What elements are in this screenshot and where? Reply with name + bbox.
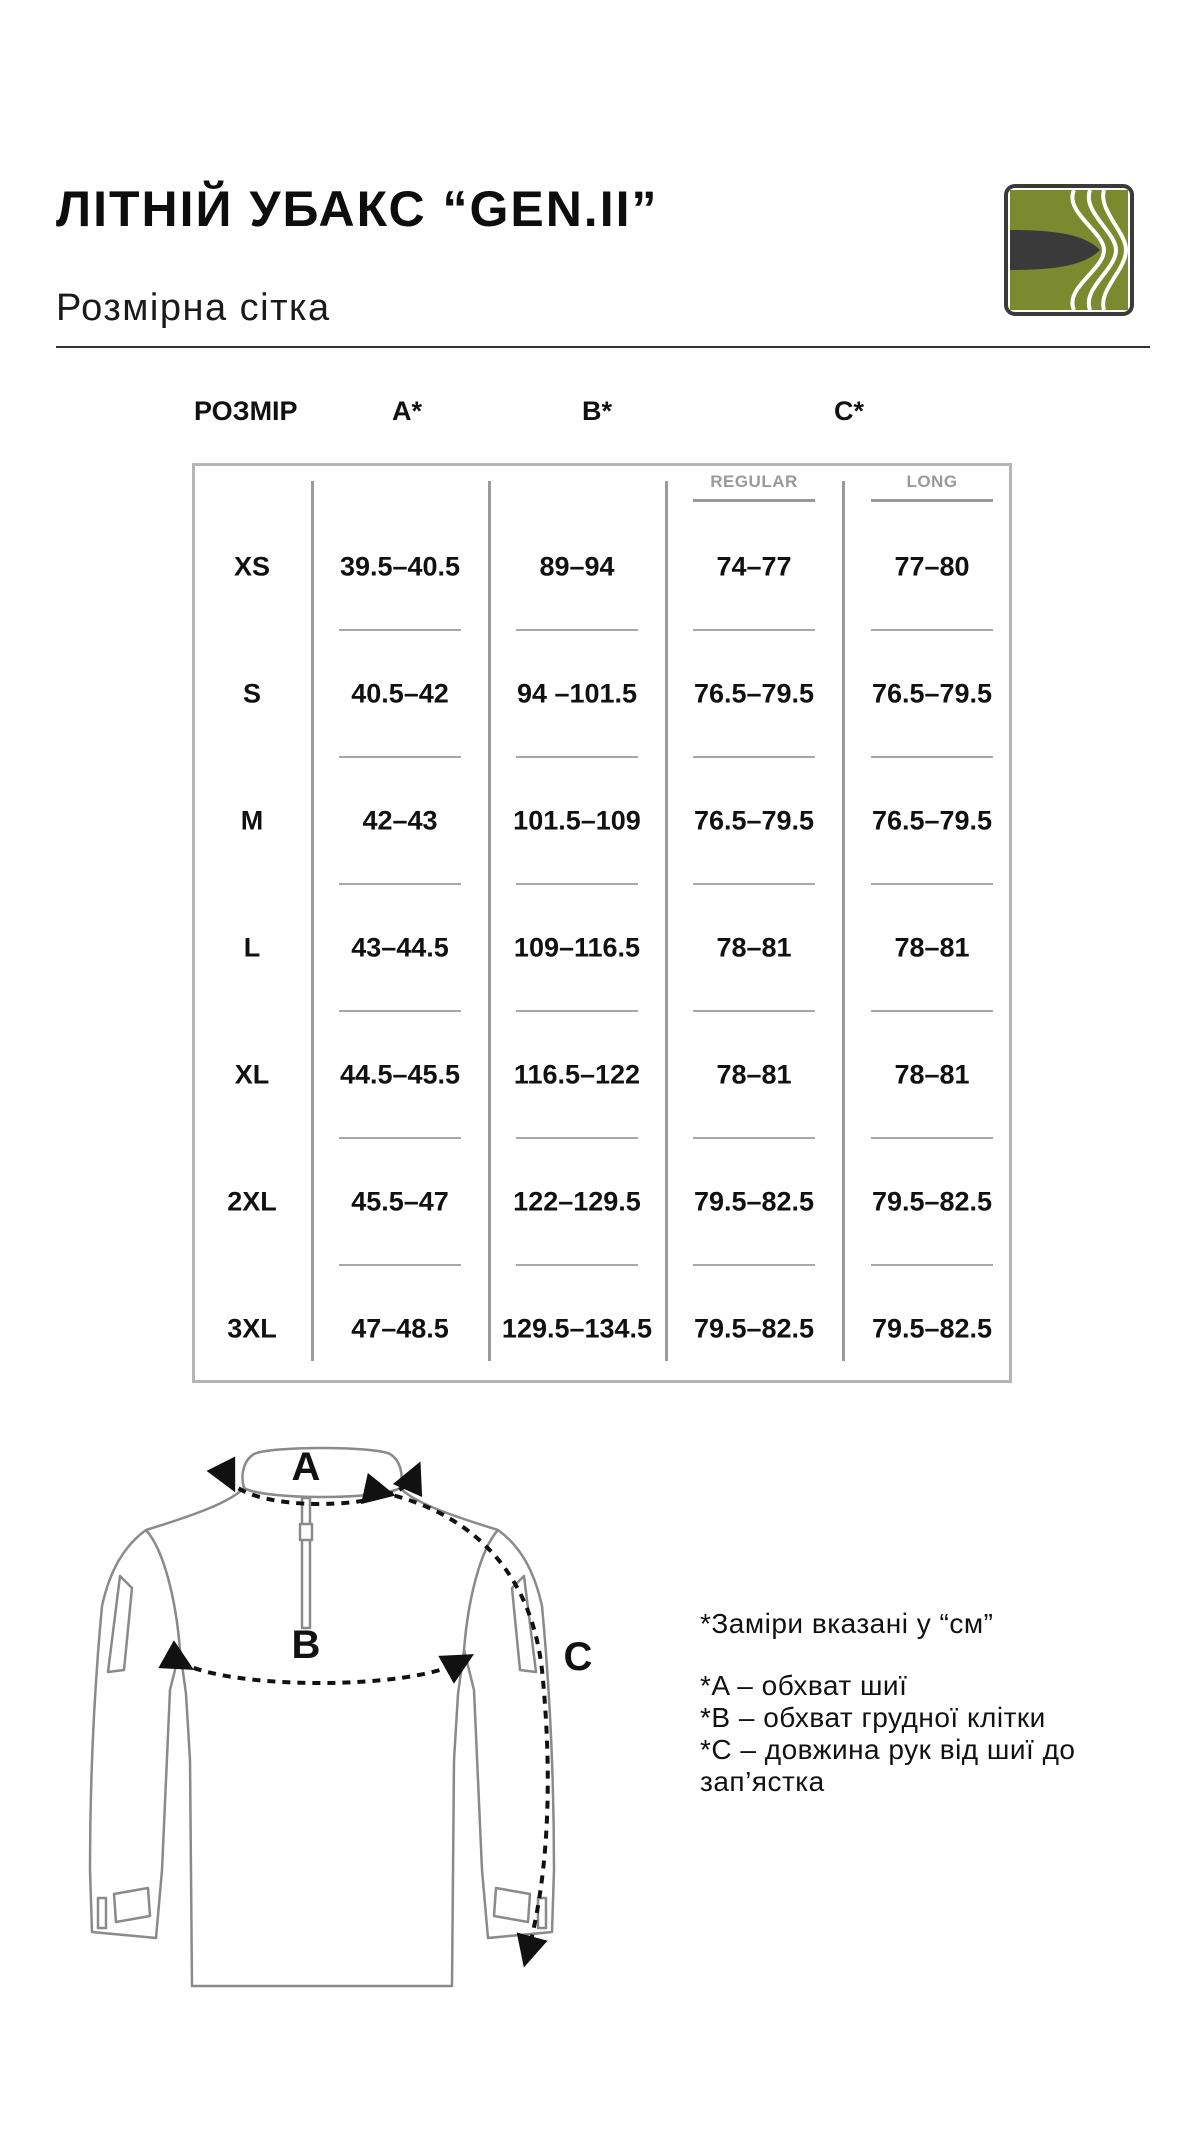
cell-b: 122–129.5: [513, 1186, 641, 1217]
row-separator: [516, 756, 638, 758]
cell-c-long: 79.5–82.5: [871, 1313, 993, 1344]
diagram-label-c: C: [563, 1635, 593, 1679]
cell-b: 89–94: [539, 551, 615, 582]
row-separator: [339, 1010, 461, 1012]
measurement-notes: [700, 1608, 1075, 1798]
cell-b: 94 –101.5: [516, 678, 638, 709]
cell-size: L: [243, 932, 261, 963]
row-separator: [516, 1264, 638, 1266]
cell-b: 109–116.5: [513, 932, 641, 963]
cell-a: 44.5–45.5: [339, 1059, 461, 1090]
cell-c-long: 79.5–82.5: [871, 1186, 993, 1217]
size-table-frame: [192, 463, 1012, 1383]
column-divider: [842, 481, 845, 1361]
cell-c-long: 78–81: [894, 1059, 970, 1090]
row-separator: [871, 1010, 993, 1012]
cell-b: 101.5–109: [513, 805, 641, 836]
cell-size: S: [242, 678, 261, 709]
cell-c-regular: 74–77: [716, 551, 792, 582]
note-units: *Заміри вказані у “см”: [700, 1608, 994, 1639]
cell-c-long: 76.5–79.5: [871, 678, 993, 709]
row-separator: [871, 629, 993, 631]
row-separator: [339, 1137, 461, 1139]
cell-a: 42–43: [362, 805, 438, 836]
cell-size: 3XL: [227, 1313, 277, 1344]
column-header-size: РОЗМІР: [194, 396, 298, 426]
column-header-a: A*: [392, 396, 423, 426]
cell-size: XS: [233, 551, 271, 582]
note-c-continued: зап’ястка: [700, 1766, 825, 1797]
row-separator: [871, 756, 993, 758]
cell-c-regular: 78–81: [716, 1059, 792, 1090]
cell-a: 39.5–40.5: [339, 551, 461, 582]
row-separator: [516, 1137, 638, 1139]
subheader-underline: [871, 499, 993, 502]
cell-c-regular: 79.5–82.5: [693, 1186, 815, 1217]
cell-c-regular: 79.5–82.5: [693, 1313, 815, 1344]
cell-b: 116.5–122: [513, 1059, 641, 1090]
garment-outline: [90, 1448, 554, 1986]
cell-c-long: 76.5–79.5: [871, 805, 993, 836]
cell-c-regular: 76.5–79.5: [693, 678, 815, 709]
cell-c-regular: 78–81: [716, 932, 792, 963]
row-separator: [516, 1010, 638, 1012]
cell-c-regular: 76.5–79.5: [693, 805, 815, 836]
page-title: ЛІТНІЙ УБАКС “GEN.II”: [56, 181, 659, 237]
cell-size: M: [240, 805, 264, 836]
cell-size: XL: [234, 1059, 270, 1090]
cell-a: 43–44.5: [351, 932, 449, 963]
column-divider: [488, 481, 491, 1361]
garment-diagram: [80, 1430, 640, 1990]
row-separator: [871, 883, 993, 885]
column-divider: [311, 481, 314, 1361]
row-separator: [693, 1010, 815, 1012]
note-b: *B – обхват грудної клітки: [700, 1702, 1046, 1733]
brand-logo-icon: [1004, 184, 1134, 316]
cell-size: 2XL: [227, 1186, 277, 1217]
note-a: *A – обхват шиї: [700, 1670, 908, 1701]
note-c: *C – довжина рук від шиї до: [700, 1734, 1076, 1765]
cell-c-long: 77–80: [894, 551, 970, 582]
diagram-label-a: A: [291, 1445, 321, 1489]
row-separator: [339, 756, 461, 758]
row-separator: [516, 883, 638, 885]
row-separator: [693, 883, 815, 885]
subheader-regular: REGULAR: [710, 472, 798, 491]
diagram-label-b: B: [291, 1623, 321, 1667]
row-separator: [693, 1264, 815, 1266]
row-separator: [871, 1264, 993, 1266]
row-separator: [693, 1137, 815, 1139]
header-divider: [56, 346, 1150, 348]
subheader-underline: [693, 499, 815, 502]
column-header-b: B*: [582, 396, 613, 426]
row-separator: [693, 629, 815, 631]
row-separator: [693, 756, 815, 758]
cell-a: 47–48.5: [351, 1313, 449, 1344]
cell-a: 45.5–47: [351, 1186, 449, 1217]
cell-c-long: 78–81: [894, 932, 970, 963]
column-header-c: C*: [834, 396, 865, 426]
row-separator: [339, 1264, 461, 1266]
cell-a: 40.5–42: [351, 678, 449, 709]
column-divider: [665, 481, 668, 1361]
cell-b: 129.5–134.5: [501, 1313, 653, 1344]
row-separator: [516, 629, 638, 631]
subheader-long: LONG: [906, 472, 958, 491]
row-separator: [871, 1137, 993, 1139]
page-subtitle: Розмірна сітка: [56, 287, 331, 329]
row-separator: [339, 883, 461, 885]
row-separator: [339, 629, 461, 631]
